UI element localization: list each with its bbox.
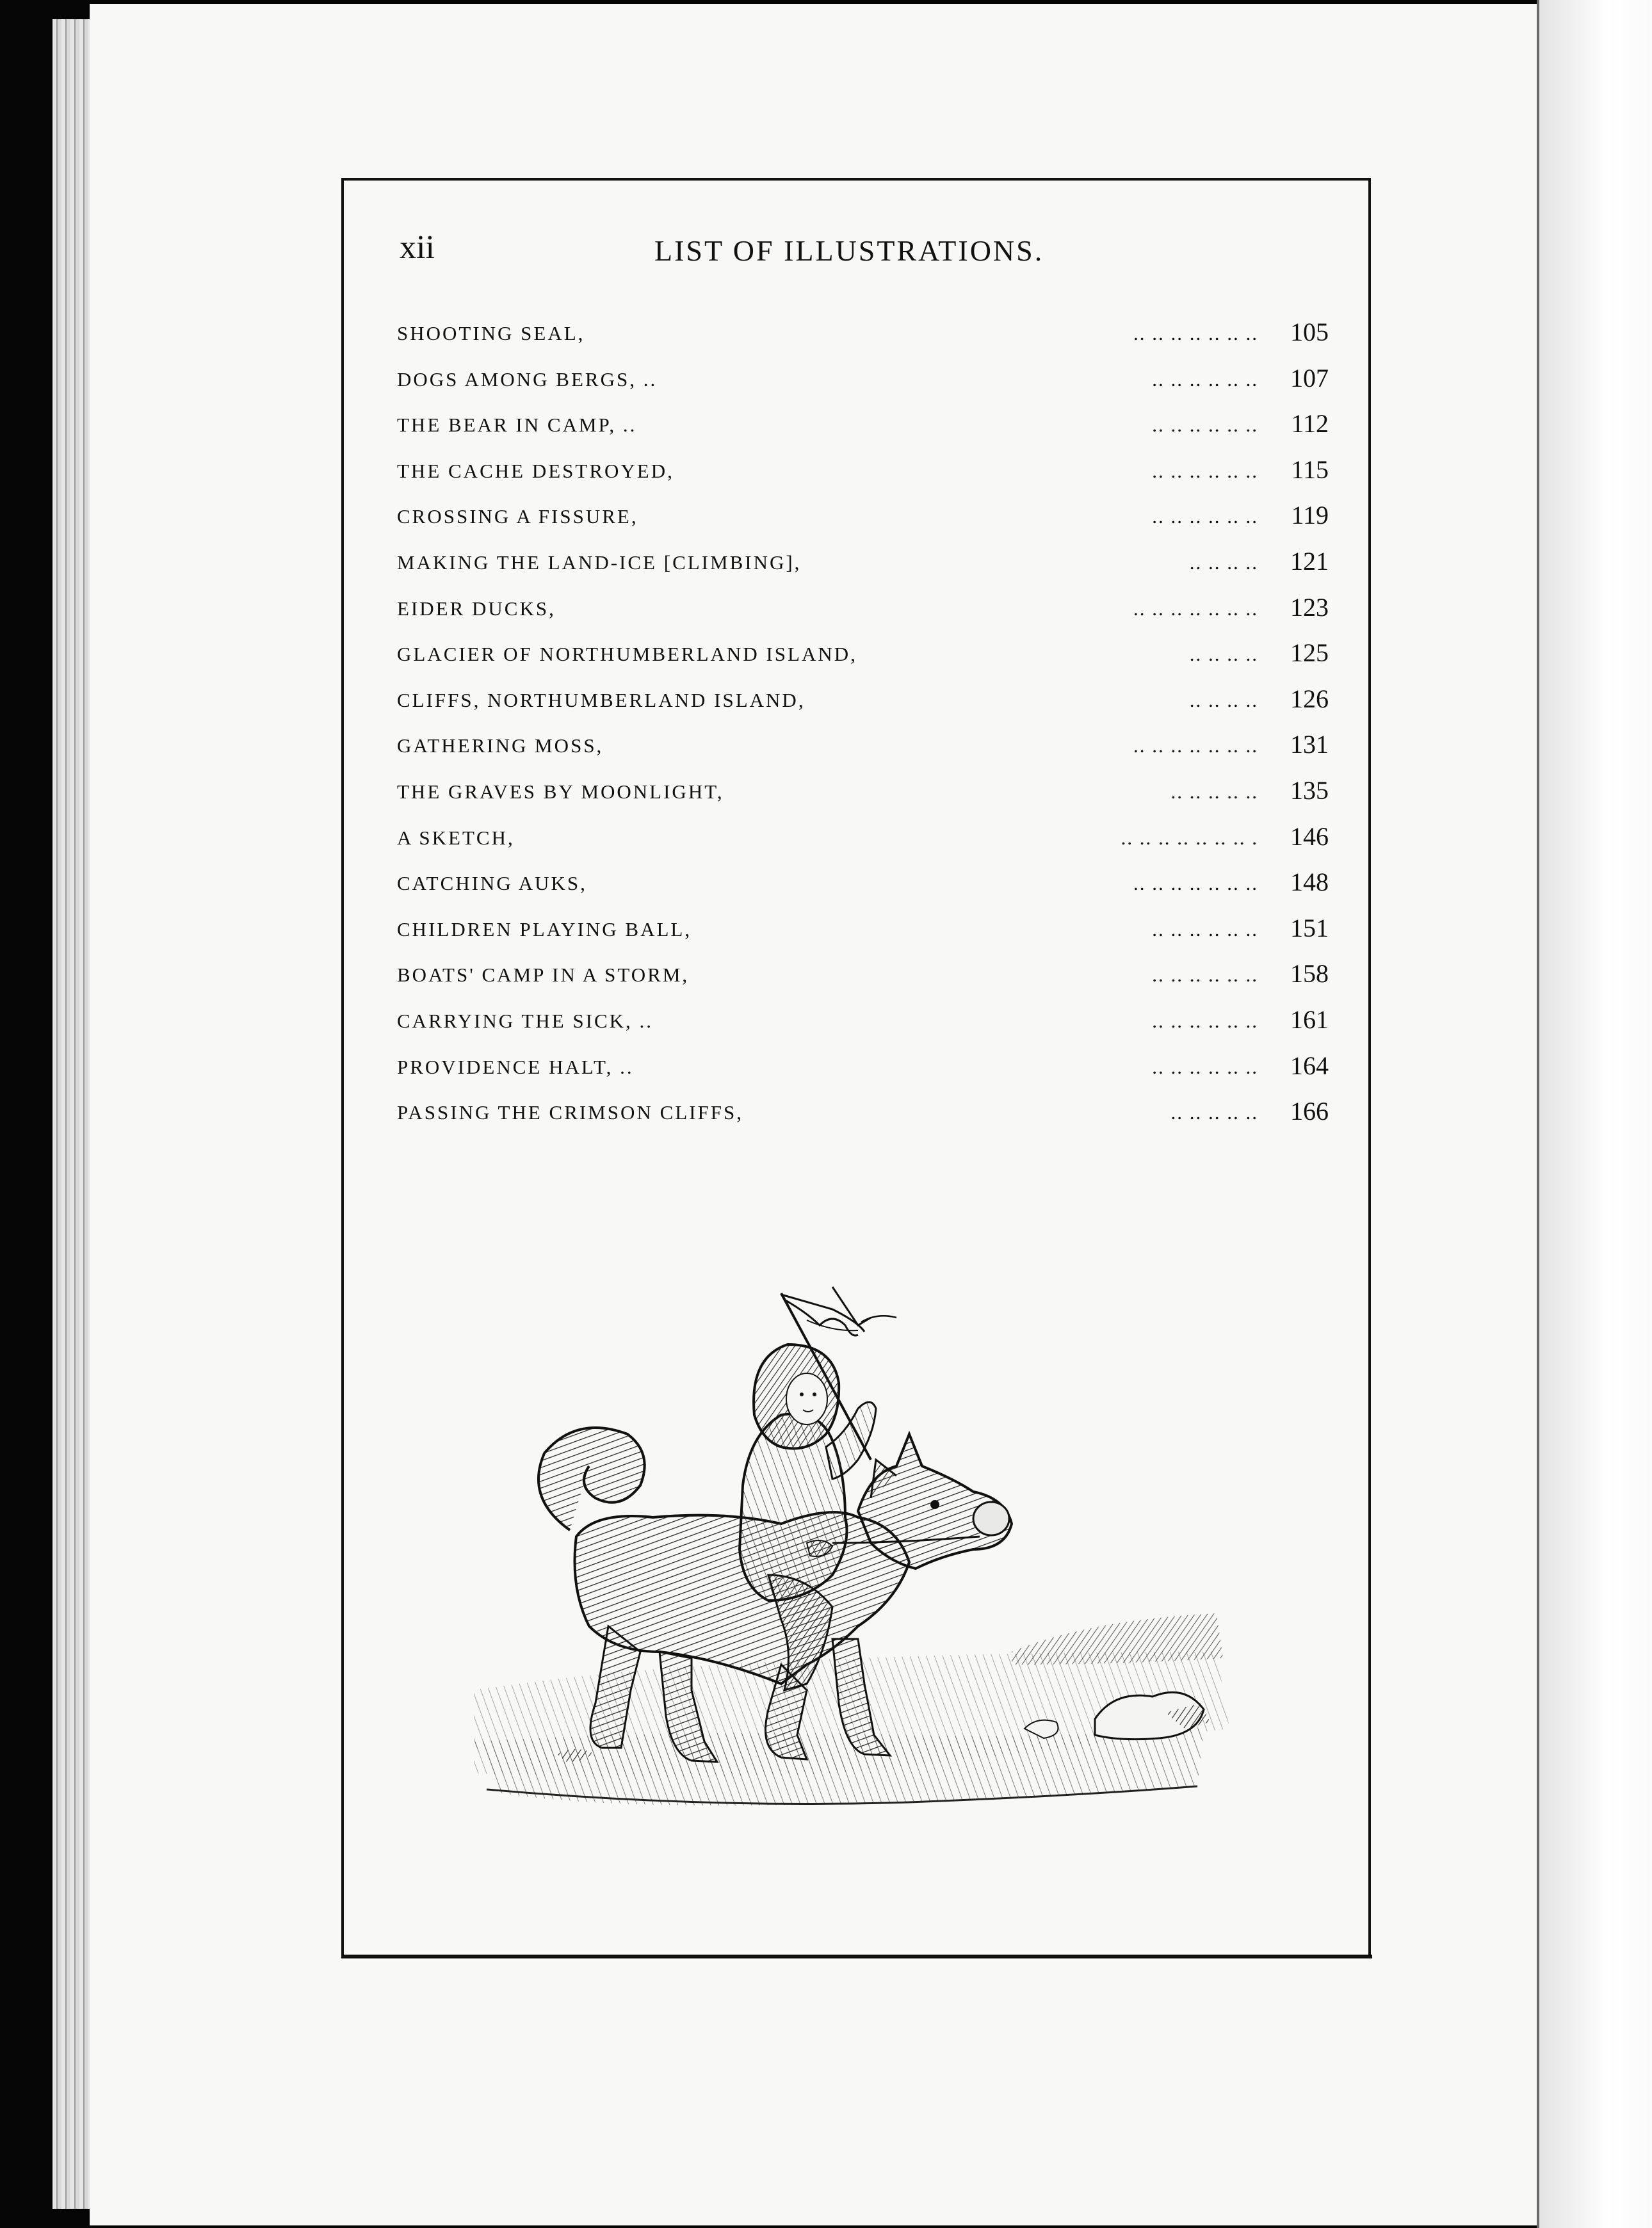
frame-bottom-rule: [341, 1955, 1372, 1958]
entry-title: MAKING THE LAND-ICE [CLIMBING],: [397, 551, 802, 574]
list-item: [397, 1044, 1329, 1090]
entry-title: THE GRAVES BY MOONLIGHT,: [397, 780, 724, 803]
illustrations-list: [397, 311, 1329, 1136]
list-item: [397, 540, 1329, 586]
leader-dots: .. .. .. ..: [1189, 551, 1258, 574]
entry-page: 161: [1290, 1005, 1329, 1034]
entry-title: GLACIER OF NORTHUMBERLAND ISLAND,: [397, 643, 857, 666]
list-item: [397, 723, 1329, 769]
entry-title: CARRYING THE SICK, ..: [397, 1009, 654, 1032]
entry-page: 146: [1290, 821, 1329, 851]
gutter-line: [1537, 0, 1539, 2228]
entry-title: CHILDREN PLAYING BALL,: [397, 917, 692, 940]
entry-page: 131: [1290, 730, 1329, 759]
entry-page: 119: [1291, 501, 1329, 530]
list-item: [397, 952, 1329, 998]
entry-page: 126: [1290, 684, 1329, 713]
entry-title: CROSSING A FISSURE,: [397, 505, 638, 528]
list-item: [397, 769, 1329, 815]
leader-dots: .. .. .. .. ..: [1170, 780, 1258, 803]
entry-page: 151: [1290, 913, 1329, 942]
leader-dots: .. .. .. ..: [1189, 688, 1258, 711]
leader-dots: .. .. .. .. .. .. ..: [1133, 322, 1258, 344]
entry-title: CLIFFS, NORTHUMBERLAND ISLAND,: [397, 688, 806, 711]
entry-page: 112: [1291, 409, 1329, 439]
leader-dots: .. .. .. .. .. ..: [1152, 964, 1258, 987]
list-item: [397, 998, 1329, 1044]
engraving-child-riding-dog: [448, 1242, 1268, 1882]
list-item: [397, 494, 1329, 540]
leader-dots: .. .. .. .. .. ..: [1152, 367, 1258, 391]
entry-page: 158: [1290, 959, 1329, 989]
entry-page: 164: [1290, 1051, 1329, 1080]
list-item: [397, 448, 1329, 494]
list-item: [397, 402, 1329, 448]
page-number: xii: [400, 229, 435, 266]
leader-dots: .. .. .. .. .. .. ..: [1133, 872, 1258, 895]
leader-dots: .. .. .. .. .. ..: [1152, 414, 1258, 437]
entry-title: THE BEAR IN CAMP, ..: [397, 414, 637, 437]
leader-dots: .. .. .. .. ..: [1170, 1101, 1258, 1124]
list-item: [397, 1090, 1329, 1136]
entry-title: PASSING THE CRIMSON CLIFFS,: [397, 1101, 743, 1124]
leader-dots: .. .. .. .. .. .. ..: [1133, 597, 1258, 620]
leader-dots: .. .. .. .. .. ..: [1152, 459, 1258, 482]
entry-page: 115: [1291, 455, 1329, 484]
leader-dots: .. .. .. .. .. ..: [1152, 917, 1258, 940]
entry-title: BOATS' CAMP IN A STORM,: [397, 964, 690, 987]
entry-title: SHOOTING SEAL,: [397, 322, 585, 344]
entry-title: A SKETCH,: [397, 826, 515, 849]
leader-dots: .. .. .. .. .. .. ..: [1133, 734, 1258, 757]
entry-title: PROVIDENCE HALT, ..: [397, 1055, 634, 1078]
entry-title: EIDER DUCKS,: [397, 597, 556, 620]
entry-page: 166: [1290, 1097, 1329, 1126]
entry-page: 125: [1290, 638, 1329, 668]
entry-page: 107: [1290, 363, 1329, 392]
list-item: [397, 815, 1329, 861]
entry-title: DOGS AMONG BERGS, ..: [397, 367, 658, 391]
entry-page: 121: [1290, 546, 1329, 576]
entry-page: 135: [1290, 775, 1329, 805]
list-item: [397, 631, 1329, 677]
leader-dots: .. .. .. ..: [1189, 643, 1258, 666]
entry-title: THE CACHE DESTROYED,: [397, 459, 674, 482]
page-title: LIST OF ILLUSTRATIONS.: [654, 234, 1044, 267]
entry-title: GATHERING MOSS,: [397, 734, 604, 757]
leader-dots: .. .. .. .. .. ..: [1152, 1055, 1258, 1078]
list-item: [397, 357, 1329, 403]
entry-page: 105: [1290, 318, 1329, 346]
facing-page-edge: [1537, 0, 1652, 2228]
list-item: [397, 907, 1329, 953]
list-item: [397, 311, 1329, 357]
list-item: [397, 677, 1329, 723]
list-item: [397, 860, 1329, 907]
entry-page: 148: [1290, 868, 1329, 897]
leader-dots: .. .. .. .. .. ..: [1152, 1009, 1258, 1032]
list-item: [397, 586, 1329, 632]
entry-page: 123: [1290, 592, 1329, 622]
entry-title: CATCHING AUKS,: [397, 872, 587, 895]
leader-dots: .. .. .. .. .. ..: [1152, 505, 1258, 528]
leader-dots: .. .. .. .. .. .. .. .: [1121, 826, 1258, 849]
